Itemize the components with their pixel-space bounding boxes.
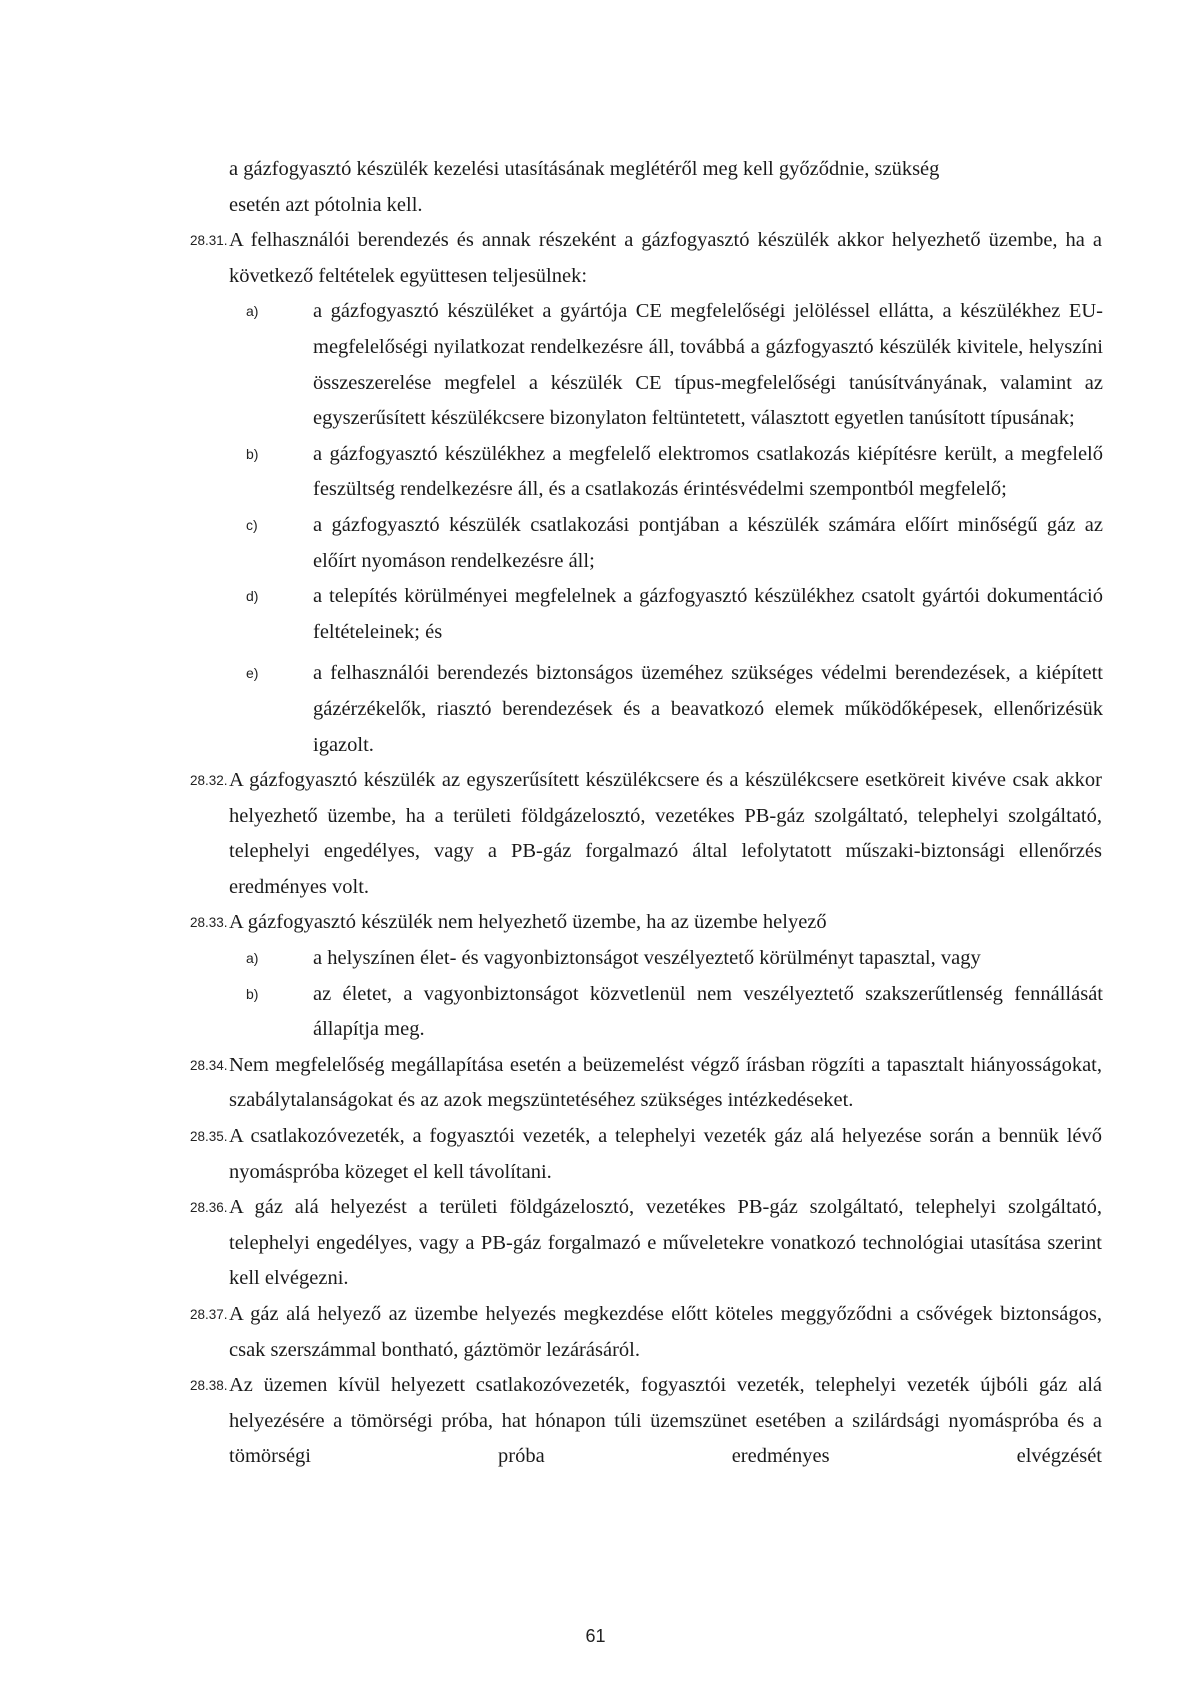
list-item-text: a felhasználói berendezés biztonságos üzeméhez szükséges védelmi berendezések, a kiépített gázérzékelők, riasztó berendezések és a beavatkozó elemek működőképesek, ellenőrizésük igazolt. <box>313 662 1103 756</box>
section-number: 28.37. <box>190 1307 228 1322</box>
section-text: Az üzemen kívül helyezett csatlakozóvezeték, fogyasztói vezeték, telephelyi vezeték újbóli gáz alá helyezésére a tömörségi próba, hat hónapon túli üzemszünet esetében a szilárdsági nyomáspróba és a tömörségi próba eredményes elvégzését <box>229 1374 1102 1468</box>
section-number: 28.38. <box>190 1378 228 1394</box>
section-28-32 <box>190 763 1105 905</box>
list-item-letter: e) <box>246 665 259 682</box>
section-text: A csatlakozóvezeték, a fogyasztói vezeték, a telephelyi vezeték gáz alá helyezése során a bennük lévő nyomáspróba közeget el kell távolítani. <box>229 1125 1102 1183</box>
list-item-text: a helyszínen élet- és vagyonbiztonságot veszélyeztető körülményt tapasztal, vagy <box>313 947 981 970</box>
list-item <box>190 508 1105 579</box>
section-28-37 <box>190 1297 1105 1368</box>
section-28-38 <box>190 1368 1105 1475</box>
section-text: A gáz alá helyezést a területi földgázelosztó, vezetékes PB-gáz szolgáltató, telephelyi szolgáltató, telephelyi engedélyes, vagy a PB-gáz forgalmazó e műveletekre vonatkozó technológiai utasítása szerint kell elvégezni. <box>229 1196 1102 1290</box>
list-item-text: az életet, a vagyonbiztonságot közvetlenül nem veszélyeztető szakszerűtlenség fennállását állapítja meg. <box>313 982 1103 1041</box>
list-item-letter: b) <box>246 985 259 1002</box>
section-28-33 <box>190 905 1105 941</box>
section-text: A gázfogyasztó készülék az egyszerűsített készülékcsere és a készülékcsere esetköreit kivéve csak akkor helyezhető üzembe, ha a területi földgázelosztó, vezetékes PB-gáz szolgáltató, telephelyi szolgáltató, telephelyi engedélyes, vagy a PB-gáz forgalmazó által lefolytatott műszaki-biztonsági ellenőrzés eredményes volt. <box>229 769 1102 898</box>
section-28-31 <box>190 223 1105 294</box>
intro-line: a gázfogyasztó készülék kezelési utasításának meglétéről meg kell győződnie, szükség <box>229 158 940 180</box>
section-number: 28.31. <box>190 233 228 249</box>
section-number: 28.35. <box>190 1129 228 1145</box>
section-number: 28.32. <box>190 773 228 789</box>
list-item-letter: a) <box>246 950 259 967</box>
list-item <box>190 579 1105 650</box>
list-item-text: a gázfogyasztó készülékhez a megfelelő elektromos csatlakozás kiépítésre került, a megfelelő feszültség rendelkezésre áll, és a csatlakozás érintésvédelmi szempontból megfelelő; <box>313 442 1103 501</box>
list-item <box>190 294 1105 436</box>
list-item <box>190 977 1105 1048</box>
section-text: Nem megfelelőség megállapítása esetén a beüzemelést végző írásban rögzíti a tapasztalt hiányosságokat, szabálytalanságokat és az azok megszüntetéséhez szükséges intézkedéseket. <box>229 1053 1102 1112</box>
section-28-35 <box>190 1119 1105 1190</box>
list-item-text: a gázfogyasztó készüléket a gyártója CE megfelelőségi jelöléssel ellátta, a készülékhez EU-megfelelőségi nyilatkozat rendelkezésre áll, továbbá a gázfogyasztó készülék kivitele, helyszíni összeszerelése megfelel a készülék CE típus-megfelelőségi tanúsítványának, valamint az egyszerűsített készülékcsere bizonylaton feltüntetett, választott egyetlen tanúsított típusának; <box>313 300 1103 430</box>
section-text: A gáz alá helyező az üzembe helyezés megkezdése előtt köteles meggyőződni a csővégek biztonságos, csak szerszámmal bontható, gáztömör lezárásáról. <box>229 1303 1102 1361</box>
section-28-34 <box>190 1048 1105 1119</box>
list-item <box>190 656 1105 763</box>
list-item-letter: b) <box>246 445 259 462</box>
list-item-letter: d) <box>246 588 259 605</box>
section-text: A gázfogyasztó készülék nem helyezhető üzembe, ha az üzembe helyező <box>229 911 827 934</box>
list-item <box>190 941 1105 977</box>
list-item-text: a gázfogyasztó készülék csatlakozási pontjában a készülék számára előírt minőségű gáz az előírt nyomáson rendelkezésre áll; <box>313 513 1103 572</box>
list-item-text: a telepítés körülményei megfelelnek a gázfogyasztó készülékhez csatolt gyártói dokumentáció feltételeinek; és <box>313 585 1103 643</box>
list-item-letter: a) <box>246 303 259 320</box>
section-number: 28.33. <box>190 915 228 931</box>
section-number: 28.34. <box>190 1057 228 1073</box>
section-28-36 <box>190 1190 1105 1297</box>
section-number: 28.36. <box>190 1200 228 1216</box>
list-item-letter: c) <box>246 516 258 533</box>
page-number: 61 <box>585 1626 606 1646</box>
page-content <box>190 152 1105 1475</box>
list-item <box>190 437 1105 508</box>
section-text: A felhasználói berendezés és annak részeként a gázfogyasztó készülék akkor helyezhető üzembe, ha a következő feltételek együttesen teljesülnek: <box>229 229 1102 287</box>
intro-line: esetén azt pótolnia kell. <box>229 193 423 216</box>
intro-continuation <box>190 152 1105 223</box>
